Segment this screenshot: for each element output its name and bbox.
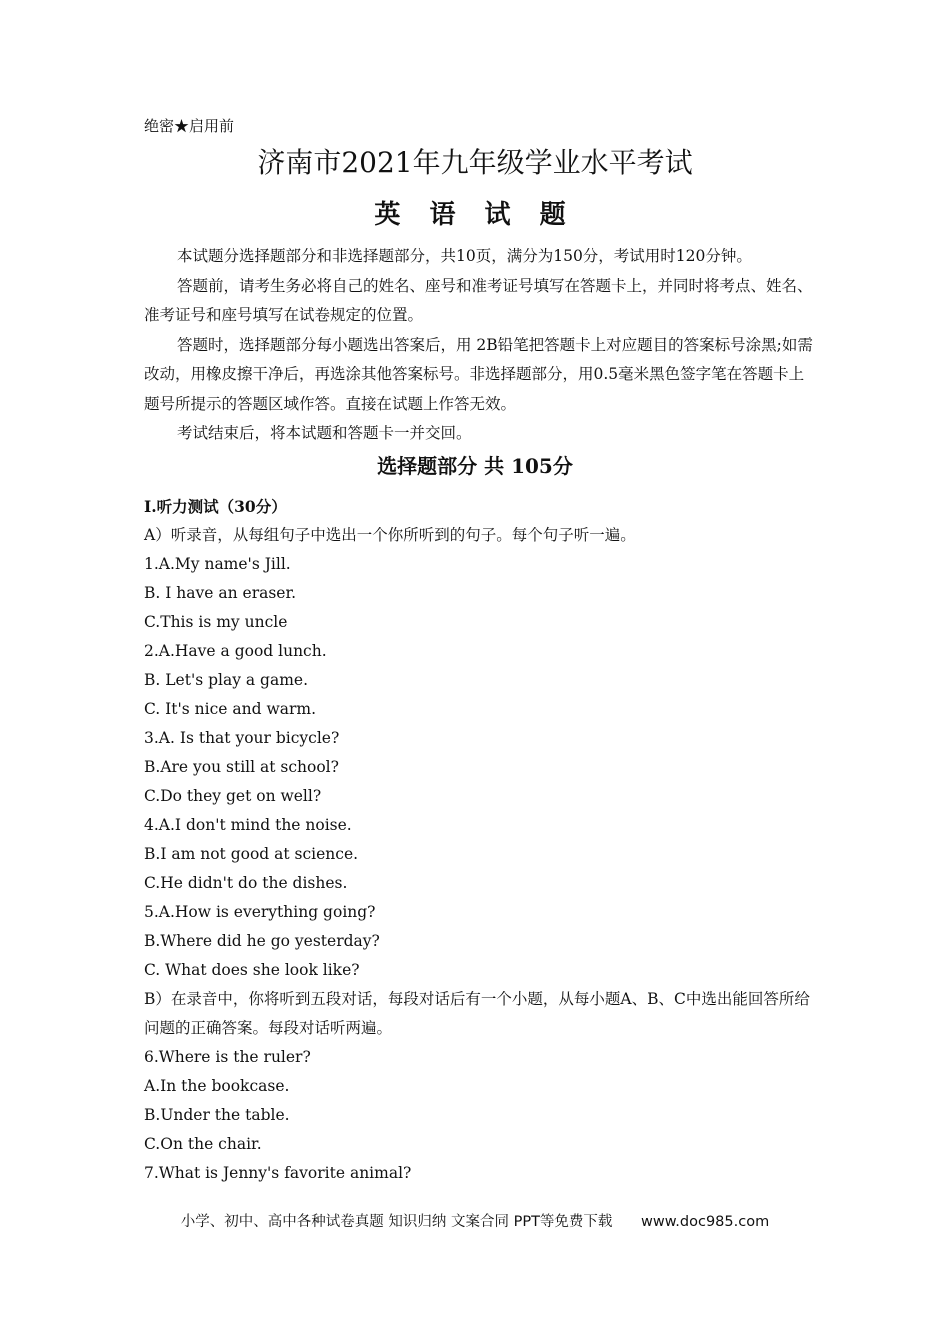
question-line: C.On the chair.: [144, 1135, 262, 1153]
part-a-instruction: A）听录音，从每组句子中选出一个你所听到的句子。每个句子听一遍。: [144, 526, 636, 544]
question-line: 6.Where is the ruler?: [144, 1048, 311, 1066]
question-line: B. I have an eraser.: [144, 584, 297, 602]
confidential-label: 绝密★启用前: [144, 117, 235, 135]
question-line: 1.A.My name's Jill.: [144, 555, 291, 573]
question-line: 3.A. Is that your bicycle?: [144, 729, 340, 747]
instructions: [144, 242, 816, 449]
exam-title: 济南市2021年九年级学业水平考试: [257, 146, 693, 179]
question-line: 5.A.How is everything going?: [144, 903, 376, 921]
question-line: 2.A.Have a good lunch.: [144, 642, 327, 660]
footer-text: 小学、初中、高中各种试卷真题 知识归纳 文案合同 PPT等免费下载: [180, 1214, 613, 1230]
question-line: C. What does she look like?: [144, 961, 360, 979]
instruction-paragraph: 答题前，请考生务必将自己的姓名、座号和准考证号填写在答题卡上，并同时将考点、姓名、准考证号和座号填写在试卷规定的位置。: [144, 276, 813, 324]
part-heading: I.听力测试（30分）: [144, 497, 287, 516]
question-line: B.Are you still at school?: [144, 758, 339, 776]
question-line: C. It's nice and warm.: [144, 700, 316, 718]
instruction-paragraph: 答题时，选择题部分每小题选出答案后，用 2B铅笔把答题卡上对应题目的答案标号涂黑;如需改动，用橡皮擦干净后，再选涂其他答案标号。非选择题部分，用0.5毫米黑色签字笔在答题卡上题号所提示的答题区域作答。直接在试题上作答无效。: [144, 335, 813, 413]
page-footer: [0, 1210, 950, 1234]
question-line: B.Where did he go yesterday?: [144, 932, 380, 950]
question-line: C.Do they get on well?: [144, 787, 322, 805]
question-line: 4.A.I don't mind the noise.: [144, 816, 352, 834]
instruction-paragraph: 本试题分选择题部分和非选择题部分，共10页，满分为150分，考试用时120分钟。: [177, 247, 752, 265]
section-title: 选择题部分 共 105分: [377, 454, 573, 478]
footer-url[interactable]: www.doc985.com: [641, 1214, 770, 1230]
question-line: B.I am not good at science.: [144, 845, 359, 863]
listening-section: [144, 492, 816, 1188]
subject-title: 英 语 试 题: [374, 200, 576, 230]
question-line: 7.What is Jenny's favorite animal?: [144, 1164, 412, 1182]
instruction-paragraph: 考试结束后，将本试题和答题卡一并交回。: [177, 424, 472, 442]
question-line: A.In the bookcase.: [144, 1077, 290, 1095]
question-line: B. Let's play a game.: [144, 671, 309, 689]
question-line: B.Under the table.: [144, 1106, 290, 1124]
question-line: C.He didn't do the dishes.: [144, 874, 348, 892]
question-line: C.This is my uncle: [144, 613, 288, 631]
part-b-instruction: B）在录音中，你将听到五段对话，每段对话后有一个小题，从每小题A、B、C中选出能回答所给问题的正确答案。每段对话听两遍。: [144, 990, 810, 1037]
